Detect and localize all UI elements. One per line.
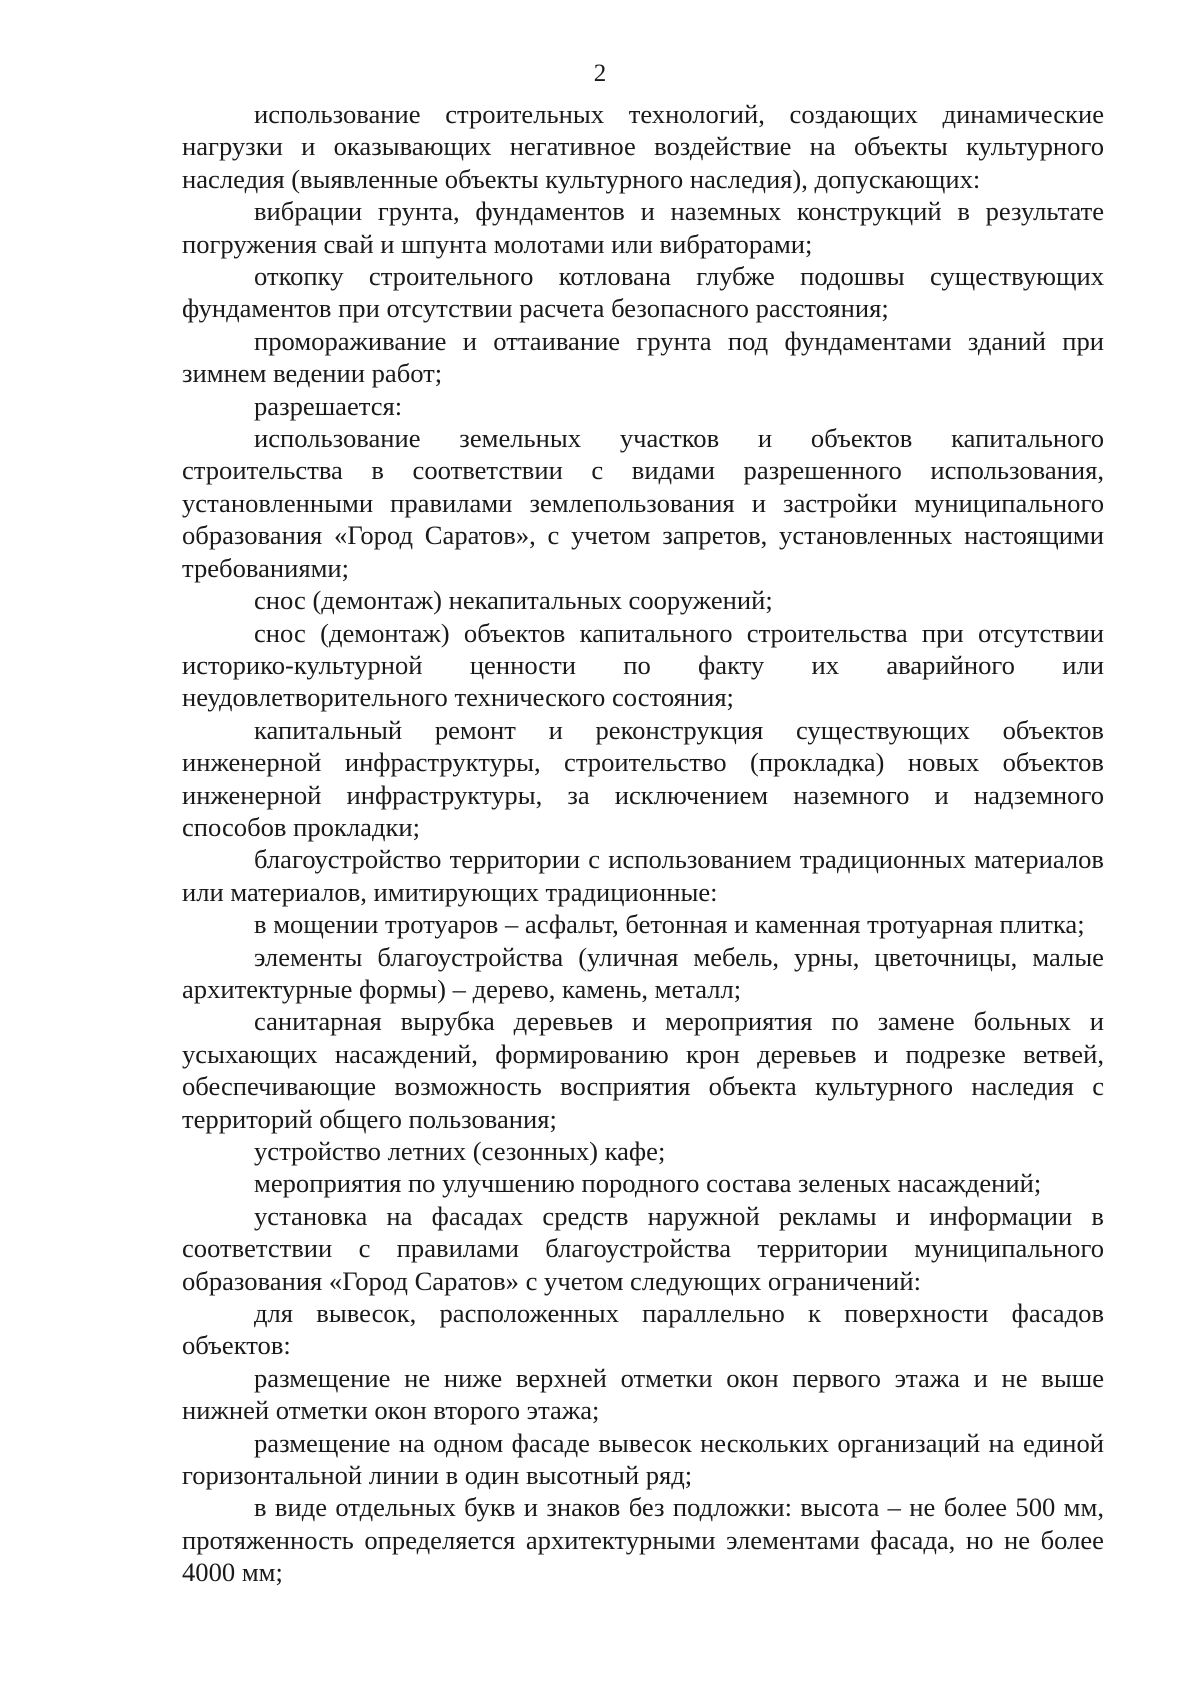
- paragraph: размещение не ниже верхней отметки окон первого этажа и не выше нижней отметки окон второго этажа;: [182, 1362, 1104, 1426]
- paragraph: благоустройство территории с использованием традиционных материалов или материалов, имитирующих традиционные:: [182, 844, 1104, 907]
- paragraph: элементы благоустройства (уличная мебель, урны, цветочницы, малые архитектурные формы) – дерево, камень, металл;: [182, 941, 1104, 1004]
- paragraph: устройство летних (сезонных) кафе;: [254, 1136, 666, 1166]
- paragraph: в виде отдельных букв и знаков без подложки: высота – не более 500 мм, протяженность определяется архитектурными элементами фасада, но не более 4000 мм;: [182, 1492, 1104, 1588]
- paragraph: санитарная вырубка деревьев и мероприятия по замене больных и усыхающих насаждений, формированию крон деревьев и подрезке ветвей, обеспечивающие возможность восприятия объекта культурного наследия с территорий общего пользования;: [182, 1006, 1104, 1134]
- paragraph: использование земельных участков и объектов капитального строительства в соответствии с видами разрешенного использования, установленными правилами землепользования и застройки муниципального образования «Город Саратов», с учетом запретов, установленных настоящими требованиями;: [182, 423, 1104, 583]
- paragraph: размещение на одном фасаде вывесок нескольких организаций на единой горизонтальной линии в один высотный ряд;: [182, 1427, 1104, 1491]
- paragraph: вибрации грунта, фундаментов и наземных конструкций в результате погружения свай и шпунта молотами или вибраторами;: [182, 196, 1104, 259]
- page-number: 2: [593, 60, 607, 87]
- paragraph: использование строительных технологий, создающих динамические нагрузки и оказывающих негативное воздействие на объекты культурного наследия (выявленные объекты культурного наследия), допускающих:: [182, 99, 1104, 194]
- paragraph: снос (демонтаж) объектов капитального строительства при отсутствии историко-культурной ценности по факту их аварийного или неудовлетворительного технического состояния;: [182, 617, 1104, 713]
- paragraph: установка на фасадах средств наружной рекламы и информации в соответствии с правилами благоустройства территории муниципального образования «Город Саратов» с учетом следующих ограничений:: [182, 1200, 1104, 1296]
- paragraph: для вывесок, расположенных параллельно к поверхности фасадов объектов:: [182, 1298, 1104, 1361]
- paragraph: откопку строительного котлована глубже подошвы существующих фундаментов при отсутствии расчета безопасного расстояния;: [182, 261, 1104, 324]
- document-body: [182, 98, 1104, 1589]
- paragraph: разрешается:: [254, 390, 403, 421]
- paragraph: в мощении тротуаров – асфальт, бетонная и каменная тротуарная плитка;: [254, 909, 1085, 940]
- paragraph: промораживание и оттаивание грунта под фундаментами зданий при зимнем ведении работ;: [182, 325, 1104, 389]
- paragraph: снос (демонтаж) некапитальных сооружений;: [254, 585, 773, 616]
- paragraph: капитальный ремонт и реконструкция существующих объектов инженерной инфраструктуры, строительство (прокладка) новых объектов инженерной инфраструктуры, за исключением наземного и надземного способов прокладки;: [182, 714, 1104, 842]
- paragraph: мероприятия по улучшению породного состава зеленых насаждений;: [254, 1168, 1042, 1199]
